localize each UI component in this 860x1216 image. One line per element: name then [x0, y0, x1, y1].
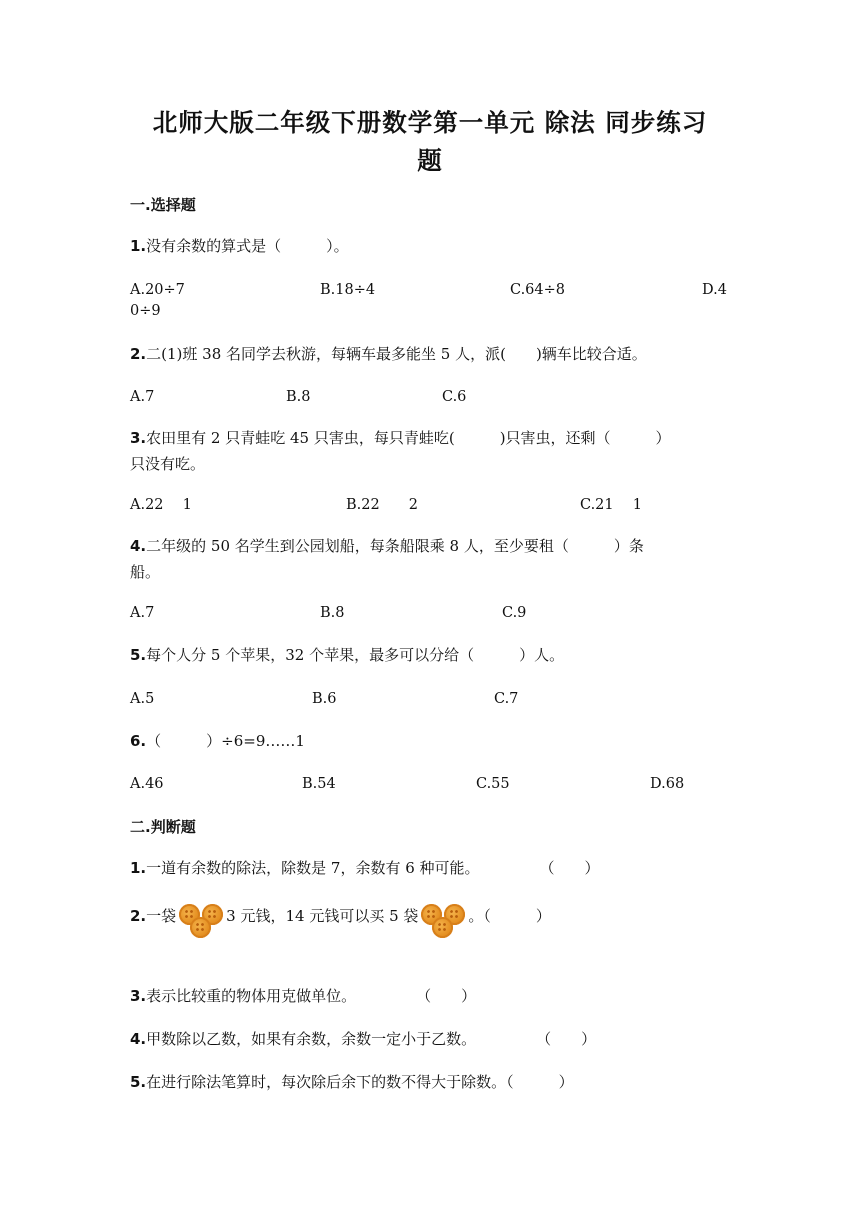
judge-question-1: 1.一道有余数的除法，除数是 7，余数有 6 种可能。 （ ） — [130, 859, 600, 877]
option-c[interactable]: C.55 — [476, 776, 510, 792]
option-b[interactable]: B.8 — [286, 389, 311, 405]
option-a[interactable]: A.22 1 — [130, 497, 192, 513]
question-text: 一道有余数的除法，除数是 7，余数有 6 种可能。 （ ） — [146, 859, 600, 877]
choice-question-6: 6.（ ）÷6=9……1 — [130, 732, 305, 750]
question-text: 每个人分 5 个苹果，32 个苹果，最多可以分给（ ）人。 — [146, 646, 565, 664]
option-a[interactable]: A.5 — [130, 691, 155, 707]
judge-question-5: 5.在进行除法笔算时，每次除后余下的数不得大于除数。（ ） — [130, 1073, 574, 1091]
option-d-continued: 0÷9 — [130, 303, 161, 319]
page-title-line-1: 北师大版二年级下册数学第一单元 除法 同步练习 — [152, 108, 708, 137]
judge-question-2: 2.一袋 3 元钱，14 元钱可以买 5 袋 。（ ） — [130, 898, 730, 936]
option-c[interactable]: C.6 — [442, 389, 467, 405]
option-b[interactable]: B.18÷4 — [320, 282, 376, 298]
option-b[interactable]: B.22 2 — [346, 497, 418, 513]
question-text: 表示比较重的物体用克做单位。 （ ） — [146, 987, 477, 1005]
option-d[interactable]: D.4 — [702, 282, 727, 298]
question-text-c: 。（ ） — [468, 907, 551, 925]
option-b[interactable]: B.54 — [302, 776, 336, 792]
question-text: 二年级的 50 名学生到公园划船，每条船限乘 8 人，至少要租（ ）条 — [146, 537, 644, 555]
choice-options-3 — [130, 492, 730, 518]
option-c[interactable]: C.7 — [494, 691, 519, 707]
question-text-a: 一袋 — [146, 907, 177, 925]
question-text: 二(1)班 38 名同学去秋游，每辆车最多能坐 5 人，派( )辆车比较合适。 — [146, 345, 647, 363]
page-title — [120, 104, 740, 180]
choice-options-4 — [130, 600, 730, 626]
option-a[interactable]: A.20÷7 — [130, 282, 185, 298]
choice-question-3: 3.农田里有 2 只青蛙吃 45 只害虫，每只青蛙吃( )只害虫，还剩（ ） 只没有吃。 — [130, 425, 730, 477]
choice-question-4: 4.二年级的 50 名学生到公园划船，每条船限乘 8 人，至少要租（ ）条 船。 — [130, 533, 730, 585]
question-text-line-2: 船。 — [130, 563, 161, 581]
option-b[interactable]: B.8 — [320, 605, 345, 621]
choice-question-5: 5.每个人分 5 个苹果，32 个苹果，最多可以分给（ ）人。 — [130, 646, 565, 664]
option-d[interactable]: D.68 — [650, 776, 685, 792]
judge-question-3: 3.表示比较重的物体用克做单位。 （ ） — [130, 987, 477, 1005]
choice-options-6 — [130, 771, 730, 797]
choice-options-1 — [130, 277, 730, 303]
option-a[interactable]: A.7 — [130, 605, 155, 621]
question-text-line-2: 只没有吃。 — [130, 455, 206, 473]
question-text: （ ）÷6=9……1 — [146, 732, 305, 750]
option-a[interactable]: A.7 — [130, 389, 155, 405]
section-heading-choice: 一.选择题 — [130, 196, 196, 214]
choice-question-1: 1.没有余数的算式是（ ）。 — [130, 237, 349, 255]
option-b[interactable]: B.6 — [312, 691, 337, 707]
choice-options-2 — [130, 384, 730, 410]
option-a[interactable]: A.46 — [130, 776, 164, 792]
section-heading-judge: 二.判断题 — [130, 818, 196, 836]
page-title-line-2: 题 — [417, 146, 443, 175]
question-text: 没有余数的算式是（ ）。 — [146, 237, 349, 255]
choice-options-5 — [130, 686, 730, 712]
choice-question-2: 2.二(1)班 38 名同学去秋游，每辆车最多能坐 5 人，派( )辆车比较合适。 — [130, 345, 647, 363]
question-text: 甲数除以乙数，如果有余数，余数一定小于乙数。 （ ） — [146, 1030, 597, 1048]
judge-question-4: 4.甲数除以乙数，如果有余数，余数一定小于乙数。 （ ） — [130, 1030, 597, 1048]
cookie-bag-icon — [418, 898, 468, 936]
option-c[interactable]: C.64÷8 — [510, 282, 566, 298]
option-c[interactable]: C.21 1 — [580, 497, 642, 513]
option-c[interactable]: C.9 — [502, 605, 527, 621]
question-text-b: 3 元钱，14 元钱可以买 5 袋 — [226, 907, 419, 925]
cookie-bag-icon — [176, 898, 226, 936]
question-text: 农田里有 2 只青蛙吃 45 只害虫，每只青蛙吃( )只害虫，还剩（ ） — [146, 429, 671, 447]
question-text: 在进行除法笔算时，每次除后余下的数不得大于除数。（ ） — [146, 1073, 574, 1091]
